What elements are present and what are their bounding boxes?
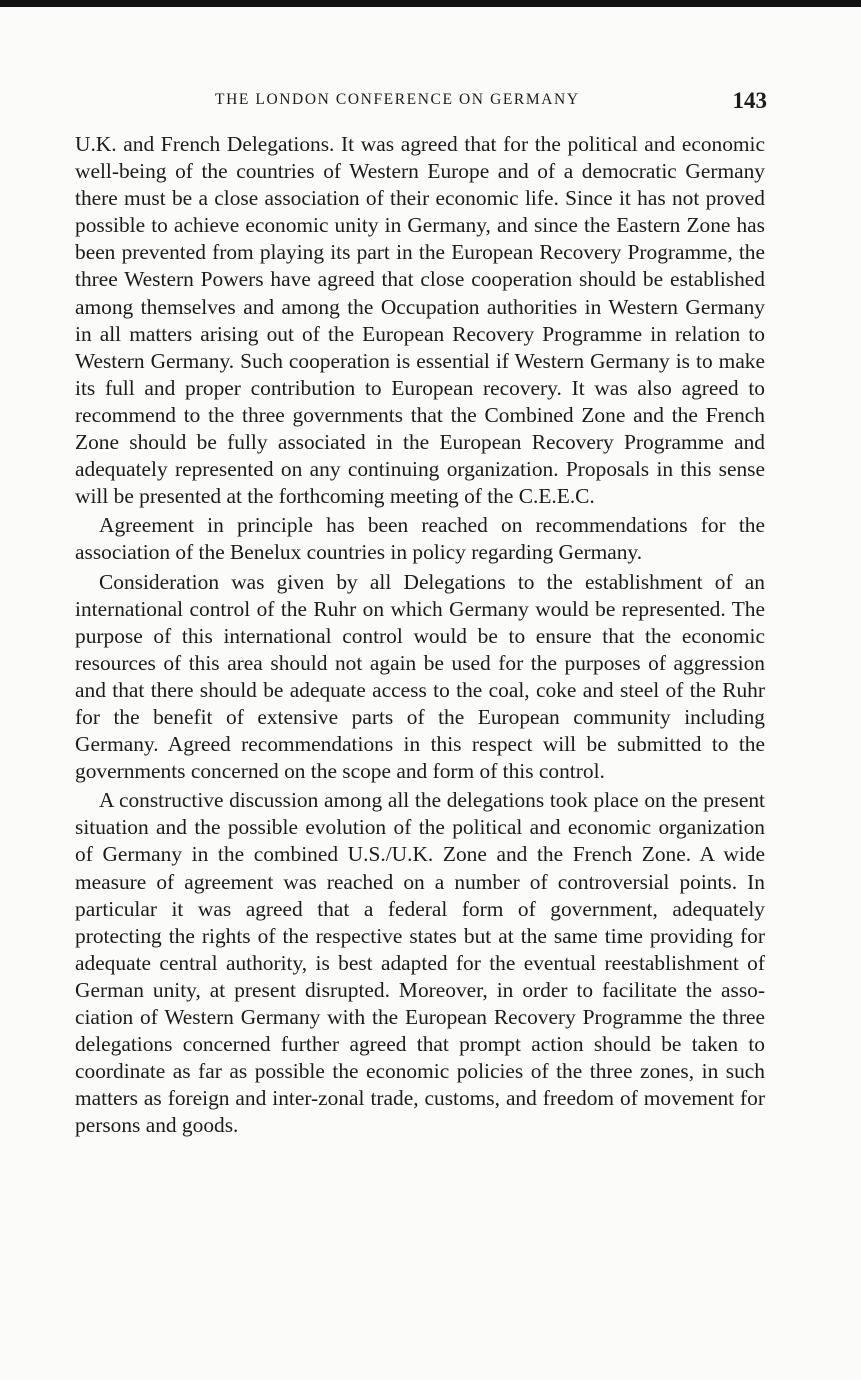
- paragraph-continued: U.K. and French Delegations. It was agreed that for the political and economic well-being of the countries of Western Europe and of a democratic Germany there must be a close association of their economic life. Since it has not proved possible to achieve economic unity in Germany, and since the Eastern Zone has been prevented from playing its part in the European Recovery Programme, the three Western Powers have agreed that close cooperation should be established among themselves and among the Occupation authorities in Western Germany in all matters arising out of the European Recovery Programme in relation to Western Germany. Such cooperation is essential if Western Germany is to make its full and proper contribution to European recovery. It was also agreed to recommend to the three governments that the Combined Zone and the French Zone should be fully associated in the European Recovery Programme and adequately represented on any continuing organization. Proposals in this sense will be presented at the forthcoming meeting of the C.E.E.C.: [75, 132, 765, 509]
- body-text: [75, 131, 765, 1139]
- running-head-title: THE LONDON CONFERENCE ON GERMANY: [215, 91, 580, 108]
- page-top-border: [0, 0, 861, 7]
- page-number: 143: [732, 88, 767, 113]
- running-header: [75, 88, 767, 116]
- paragraph-political-organization: A constructive discussion among all the delegations took place on the present situation and the possible evolution of the political and economic organization of Germany in the combined U.S./U.K. Zone and the French Zone. A wide measure of agreement was reached on a number of controversial points. In particular it was agreed that a federal form of government, adequately protecting the rights of the respective states but at the same time providing for adequate central authority, is best adapted for the eventual reestablishment of German unity, at present disrupted. Moreover, in order to facilitate the association of Western Germany with the European Recovery Programme the three delegations concerned further agreed that prompt action should be taken to coordinate as far as possible the economic policies of the three zones, in such matters as foreign and inter-zonal trade, customs, and freedom of movement for persons and goods.: [75, 788, 765, 1138]
- paragraph-benelux: Agreement in principle has been reached on recommendations for the association of the Benelux countries in policy regarding Germany.: [75, 513, 765, 565]
- paragraph-ruhr-control: Consideration was given by all Delegations to the establishment of an international control of the Ruhr on which Germany would be represented. The purpose of this international control would be to ensure that the economic resources of this area should not again be used for the purposes of aggression and that there should be adequate access to the coal, coke and steel of the Ruhr for the benefit of extensive parts of the European community including Germany. Agreed recommendations in this respect will be submitted to the governments concerned on the scope and form of this control.: [75, 569, 765, 784]
